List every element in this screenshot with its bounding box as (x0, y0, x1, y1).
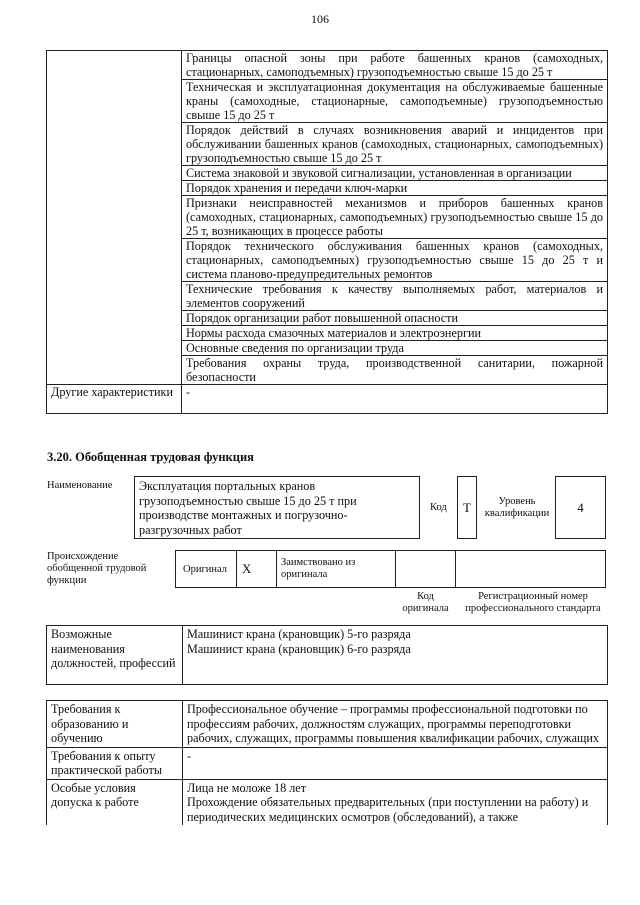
reg-number-caption: Регистрационный номер профессионального стандарта (465, 591, 601, 614)
original-label: Оригинал (183, 564, 227, 575)
knowledge-item: Нормы расхода смазочных материалов и электроэнергии (182, 326, 608, 341)
code-label: Код (430, 502, 447, 513)
origin-label: Происхождение обобщенной трудовой функции (47, 551, 147, 586)
function-name-box (134, 476, 420, 539)
original-mark: X (242, 561, 252, 576)
table-row (47, 626, 608, 685)
other-characteristics-label: Другие характеристики (47, 385, 182, 414)
section-title: 3.20. Обобщенная трудовая функция (47, 450, 254, 464)
knowledge-item: Признаки неисправностей механизмов и приборов башенных кранов (самоходных, стационарных, самоподъемных) грузоподъемностью свыше 15 до 25 т, возникающих в процессе работы (182, 196, 608, 239)
level-value-box (555, 476, 606, 539)
divider (236, 550, 237, 588)
education-value: Профессиональное обучение – программы профессиональной подготовки по профессиям рабочих, должностям служащих, программы переподготовки рабочих, служащих, программы повышения квалификации рабочих, служащих (183, 701, 608, 748)
knowledge-label-cell (47, 51, 182, 385)
code-value-box (457, 476, 477, 539)
knowledge-table (46, 50, 608, 414)
knowledge-item: Порядок действий в случаях возникновения аварий и инцидентов при обслуживании башенных кранов (самоходных, стационарных, самоподъемных) грузоподъемностью свыше 15 до 25 т (182, 123, 608, 166)
positions-label: Возможные наименования должностей, профессий (47, 626, 183, 685)
admission-line: Лица не моложе 18 лет (187, 780, 307, 795)
table-row (47, 747, 608, 779)
knowledge-item: Техническая и эксплуатационная документация на обслуживаемые башенные краны (самоходные, стационарные, самоподъемные) грузоподъемностью свыше 15 до 25 т (182, 80, 608, 123)
position-item: Машинист крана (крановщик) 6-го разряда (187, 641, 411, 656)
knowledge-item: Технические требования к качеству выполняемых работ, материалов и элементов сооружений (182, 282, 608, 311)
admission-value (183, 779, 608, 825)
knowledge-item: Границы опасной зоны при работе башенных кранов (самоходных, стационарных, самоподъемных) грузоподъемностью свыше 15 до 25 т (182, 51, 608, 80)
level-value: 4 (577, 499, 584, 515)
positions-values (183, 626, 608, 685)
knowledge-item: Система знаковой и звуковой сигнализации, установленная в организации (182, 166, 608, 181)
requirements-table (46, 700, 608, 825)
borrowed-label: Заимствовано из оригинала (281, 557, 356, 580)
knowledge-item: Требования охраны труда, производственной санитарии, пожарной безопасности (182, 356, 608, 385)
education-label: Требования к образованию и обучению (47, 701, 183, 748)
other-characteristics-value: - (182, 385, 608, 414)
code-original-caption: Код оригинала (402, 591, 449, 614)
name-label: Наименование (47, 480, 113, 491)
function-name-value: Эксплуатация портальных кранов грузоподъемностью свыше 15 до 25 т при производстве монтажных и погрузочно-разгрузочных работ (139, 479, 357, 537)
knowledge-item: Основные сведения по организации труда (182, 341, 608, 356)
code-value: T (463, 499, 471, 515)
knowledge-item: Порядок организации работ повышенной опасности (182, 311, 608, 326)
position-item: Машинист крана (крановщик) 5-го разряда (187, 627, 411, 641)
table-row (47, 385, 608, 414)
table-row (47, 779, 608, 825)
page-number: 106 (311, 12, 329, 26)
experience-value: - (183, 747, 608, 779)
knowledge-item: Порядок технического обслуживания башенных кранов (самоходных, стационарных, самоподъемных) грузоподъемностью свыше 15 до 25 т и система планово-предупредительных ремонтов (182, 239, 608, 282)
positions-table (46, 625, 608, 685)
divider (455, 550, 456, 588)
admission-label: Особые условия допуска к работе (47, 779, 183, 825)
experience-label: Требования к опыту практической работы (47, 747, 183, 779)
knowledge-item: Порядок хранения и передачи ключ-марки (182, 181, 608, 196)
level-label: Уровень квалификации (484, 496, 550, 519)
table-row (47, 701, 608, 748)
divider (276, 550, 277, 588)
admission-line: Прохождение обязательных предварительных (при поступлении на работу) и периодических медицинских осмотров (обследований), а также (187, 795, 589, 824)
table-row (47, 51, 608, 80)
divider (395, 550, 396, 588)
